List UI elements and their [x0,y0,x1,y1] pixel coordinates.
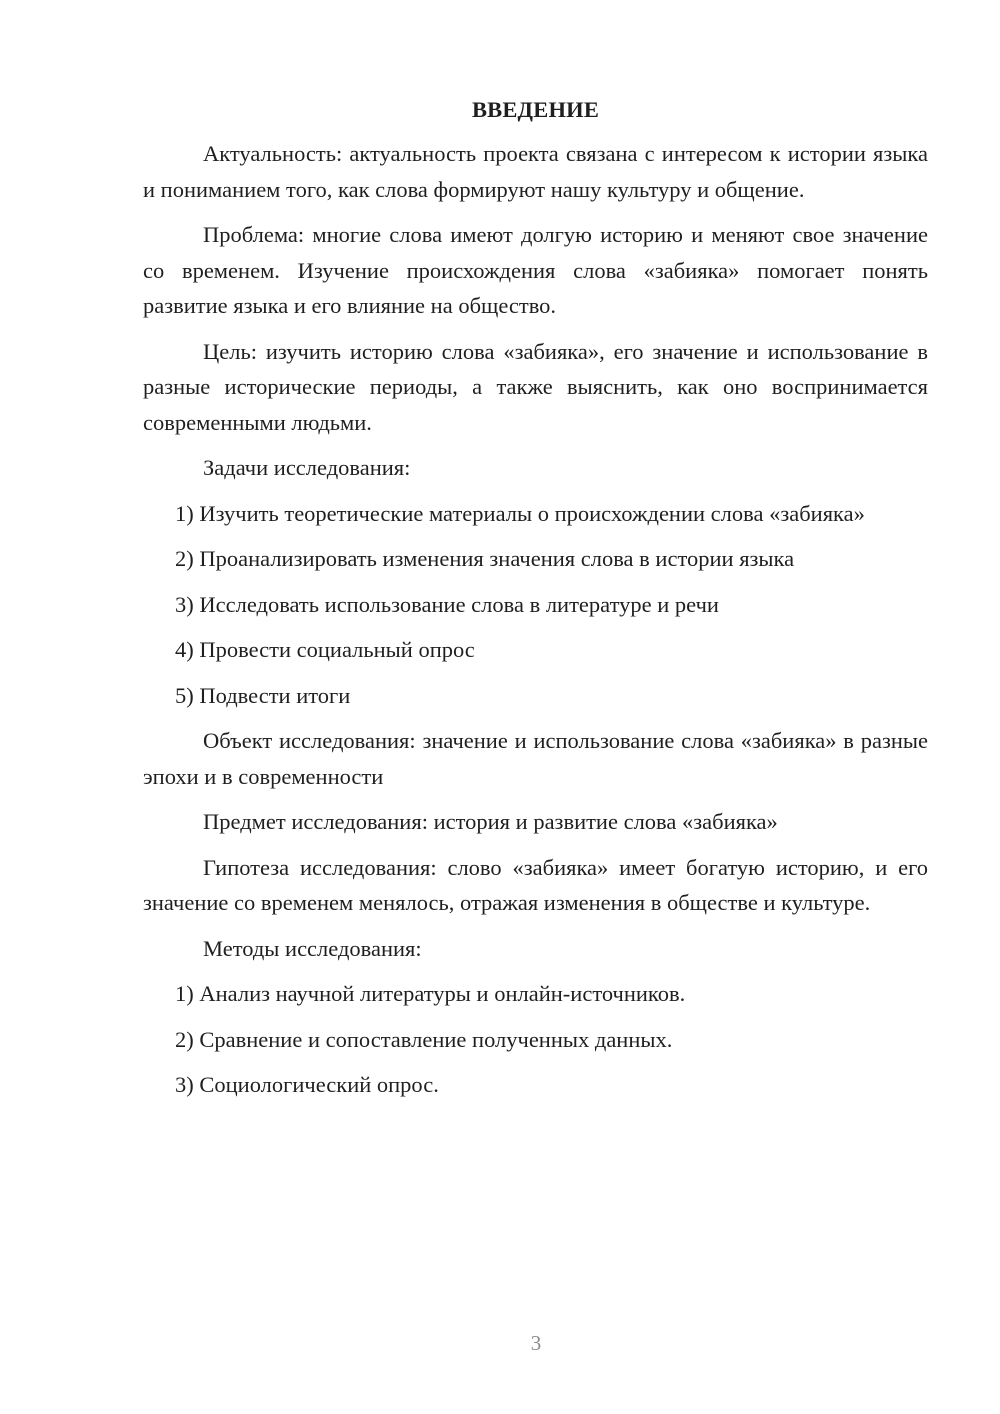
method-item: 1) Анализ научной литературы и онлайн-источников. [175,981,686,1006]
subject-paragraph: Предмет исследования: история и развитие слова «забияка» [203,809,778,834]
hypothesis-paragraph: Гипотеза исследования: слово «забияка» имеет богатую историю, и его значение со временем менялось, отражая изменения в обществе и культуре. [143,854,928,915]
page-content [143,92,928,1113]
relevance-paragraph: Актуальность: актуальность проекта связана с интересом к истории языка и пониманием того, как слова формируют нашу культуру и общение. [143,141,928,202]
methods-heading: Методы исследования: [203,935,422,961]
page-number: 3 [530,1331,542,1355]
task-item: 1) Изучить теоретические материалы о происхождении слова «забияка» [175,500,865,526]
task-item: 4) Провести социальный опрос [175,637,475,662]
method-item: 2) Сравнение и сопоставление полученных данных. [175,1026,673,1052]
task-item: 5) Подвести итоги [175,682,351,708]
tasks-heading: Задачи исследования: [203,455,411,480]
problem-paragraph: Проблема: многие слова имеют долгую историю и меняют свое значение со временем. Изучение происхождения слова «забияка» помогает понять развитие языка и его влияние на общество. [143,222,928,318]
task-item: 3) Исследовать использование слова в литературе и речи [175,591,719,617]
page-title: ВВЕДЕНИЕ [471,97,600,122]
object-paragraph: Объект исследования: значение и использование слова «забияка» в разные эпохи и в современности [143,728,928,789]
goal-paragraph: Цель: изучить историю слова «забияка», его значение и использование в разные исторические периоды, а также выяснить, как оно воспринимается современными людьми. [143,338,928,435]
method-item: 3) Социологический опрос. [175,1072,439,1097]
task-item: 2) Проанализировать изменения значения слова в истории языка [175,546,795,571]
